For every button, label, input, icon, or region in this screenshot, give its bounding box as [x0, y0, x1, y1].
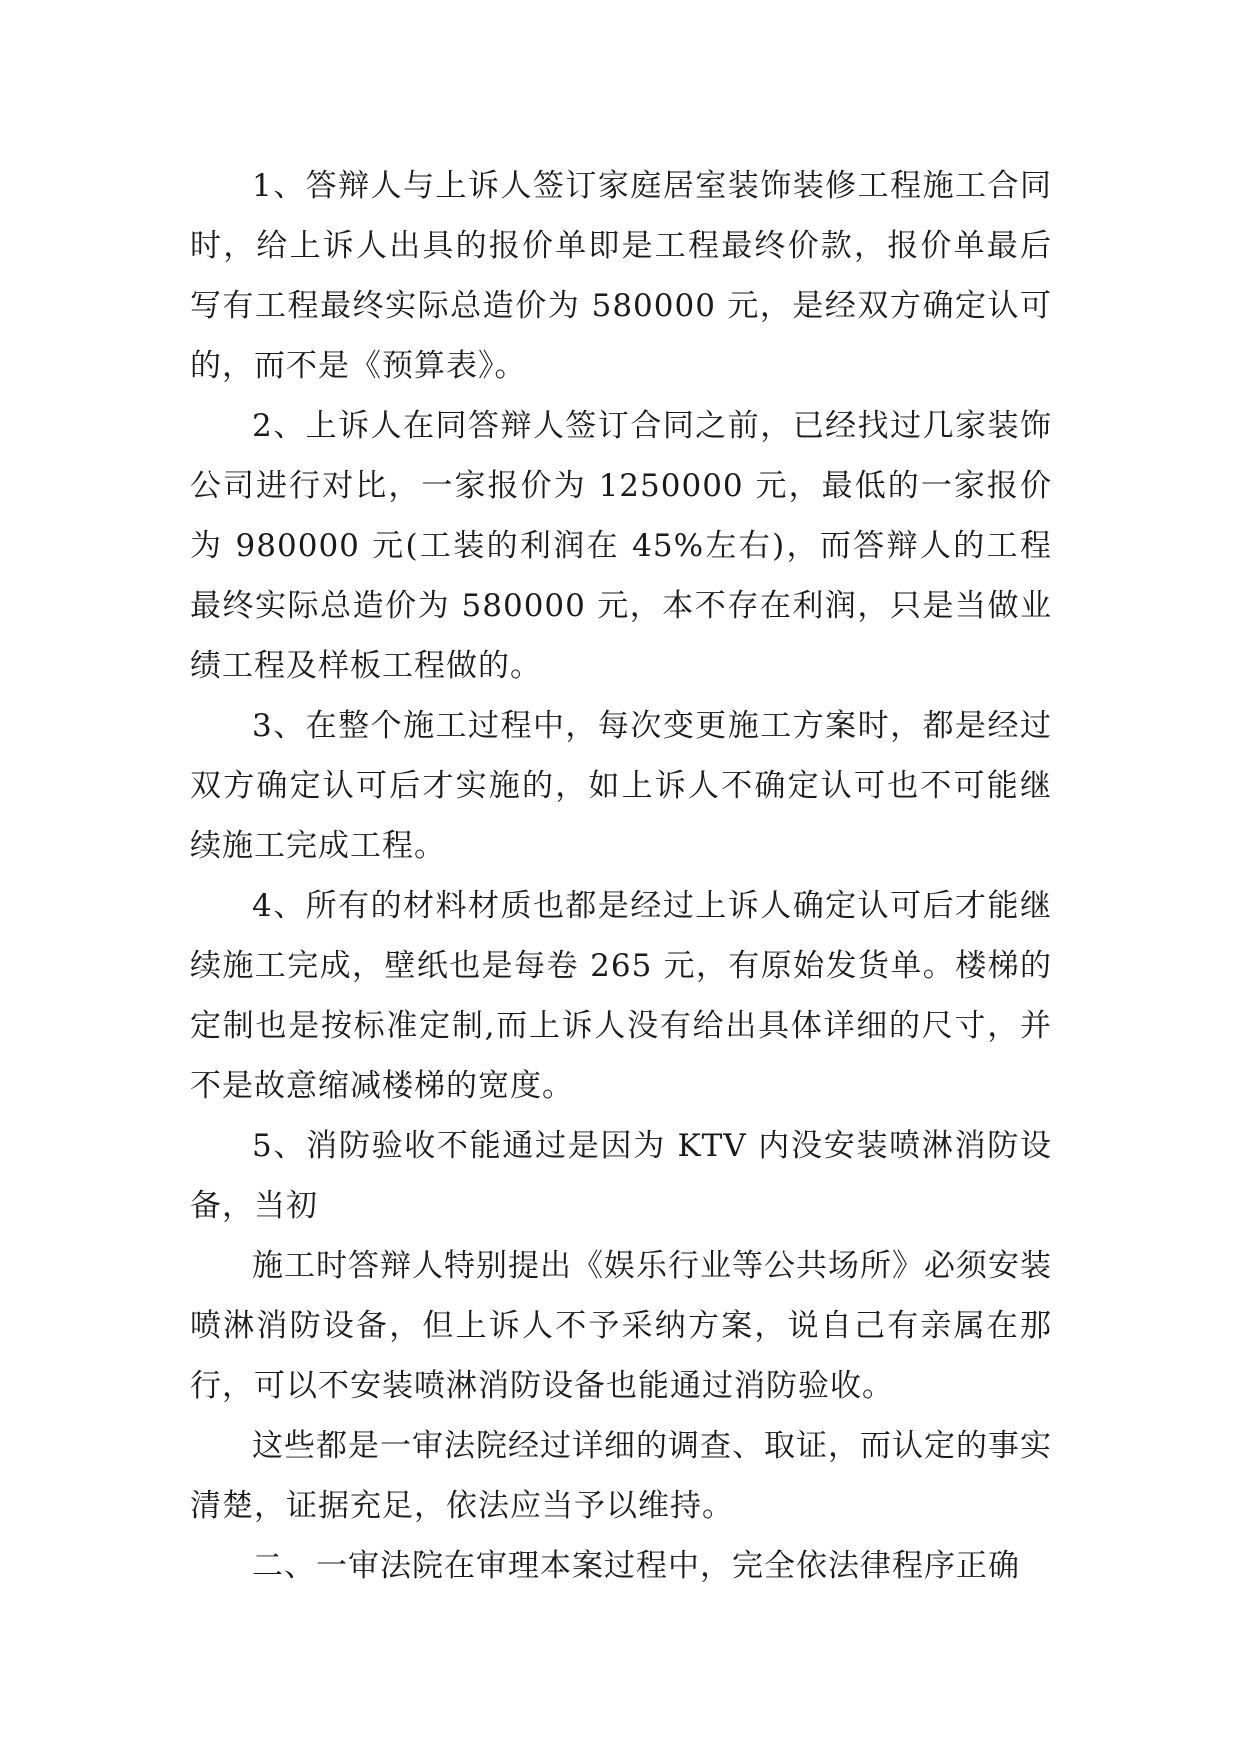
paragraph-point-5: 5、消防验收不能通过是因为 KTV 内没安装喷淋消防设备，当初: [190, 1128, 1052, 1224]
paragraph-point-2: 2、上诉人在同答辩人签订合同之前，已经找过几家装饰公司进行对比，一家报价为 1250000 元，最低的一家报价为 980000 元(工装的利润在 45%左右)，而答辩人的工程最终实际总造价为 580000 元，本不存在利润，只是当做业绩工程及样板工程做的。: [190, 408, 1052, 684]
document-body: [190, 156, 1052, 1596]
paragraph-point-3: 3、在整个施工过程中，每次变更施工方案时，都是经过双方确定认可后才实施的，如上诉人不确定认可也不可能继续施工完成工程。: [190, 708, 1052, 864]
paragraph-section-two: 二、一审法院在审理本案过程中，完全依法律程序正确: [252, 1548, 1020, 1584]
paragraph-point-1: 1、答辩人与上诉人签订家庭居室装饰装修工程施工合同时，给上诉人出具的报价单即是工程最终价款，报价单最后写有工程最终实际总造价为 580000 元，是经双方确定认可的，而不是《预算表》。: [190, 168, 1052, 384]
paragraph-point-5-continued: 施工时答辩人特别提出《娱乐行业等公共场所》必须安装喷淋消防设备，但上诉人不予采纳方案，说自己有亲属在那行，可以不安装喷淋消防设备也能通过消防验收。: [190, 1248, 1052, 1404]
paragraph-conclusion: 这些都是一审法院经过详细的调查、取证，而认定的事实清楚，证据充足，依法应当予以维持。: [190, 1428, 1052, 1524]
paragraph-point-4: 4、所有的材料材质也都是经过上诉人确定认可后才能继续施工完成，壁纸也是每卷 265 元，有原始发货单。楼梯的定制也是按标准定制,而上诉人没有给出具体详细的尺寸，并不是故意缩减楼梯的宽度。: [190, 888, 1052, 1104]
